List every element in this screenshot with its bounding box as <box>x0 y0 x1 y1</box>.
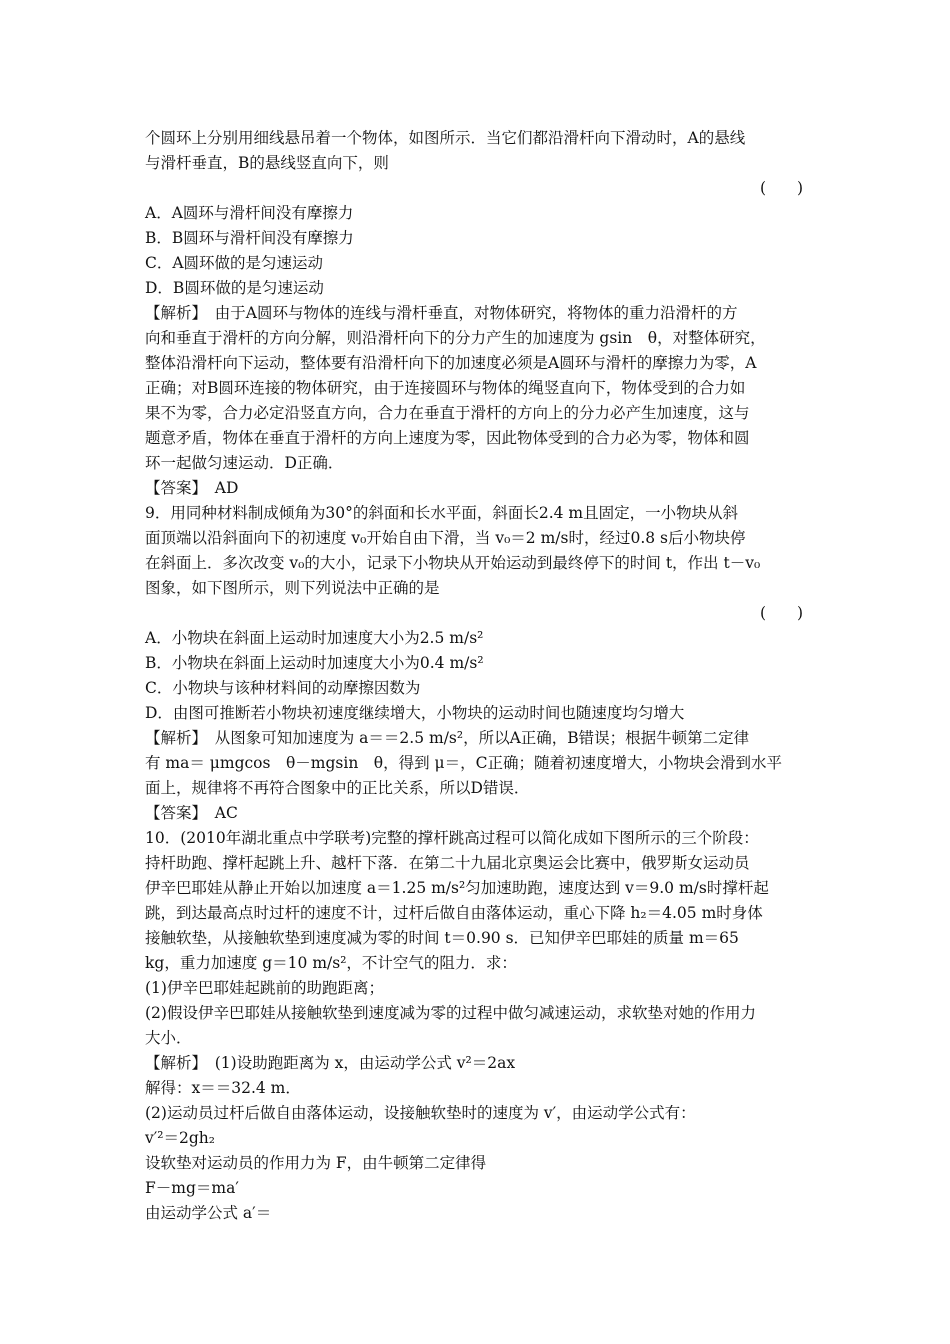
question-10-line: 持杆助跑、撑杆起跳上升、越杆下落．在第二十九届北京奥运会比赛中，俄罗斯女运动员 <box>145 854 750 872</box>
question-9-line: 面顶端以沿斜面向下的初速度 v₀开始自由下滑，当 v₀＝2 m/s时，经过0.8 s后小物块停 <box>145 529 746 547</box>
analysis-line: 题意矛盾，物体在垂直于滑杆的方向上速度为零，因此物体受到的合力必为零，物体和圆 <box>145 429 750 447</box>
analysis-line: 面上，规律将不再符合图象中的正比关系，所以D错误． <box>145 779 530 797</box>
option-d: D．B圆环做的是匀速运动 <box>145 279 324 297</box>
text-line: 与滑杆垂直，B的悬线竖直向下，则 <box>145 154 389 172</box>
answer-paren: ( ) <box>760 179 804 197</box>
formula-line: F－mg＝ma′ <box>145 1179 239 1197</box>
sub-question-1: (1)伊辛巴耶娃起跳前的助跑距离； <box>145 979 384 997</box>
question-10-line: 伊辛巴耶娃从静止开始以加速度 a＝1.25 m/s²匀加速助跑，速度达到 v＝9.0 m/s时撑杆起 <box>145 879 769 897</box>
option-a: A．小物块在斜面上运动时加速度大小为2.5 m/s² <box>145 629 484 647</box>
analysis-line: 整体沿滑杆向下运动，整体要有沿滑杆向下的加速度必须是A圆环与滑杆的摩擦力为零，A <box>145 354 757 372</box>
analysis-line: 【解析】 从图象可知加速度为 a＝＝2.5 m/s²，所以A正确，B错误；根据牛顿第二定律 <box>145 729 750 747</box>
option-b: B．小物块在斜面上运动时加速度大小为0.4 m/s² <box>145 654 484 672</box>
answer-paren: ( ) <box>760 604 804 622</box>
question-10-line: 接触软垫，从接触软垫到速度减为零的时间 t＝0.90 s．已知伊辛巴耶娃的质量 m＝65 <box>145 929 739 947</box>
analysis-line: (2)运动员过杆后做自由落体运动，设接触软垫时的速度为 v′，由运动学公式有： <box>145 1104 696 1122</box>
answer-line: 【答案】 AC <box>145 804 238 822</box>
option-d: D．由图可推断若小物块初速度继续增大，小物块的运动时间也随速度均匀增大 <box>145 704 685 722</box>
analysis-line: 向和垂直于滑杆的方向分解，则沿滑杆向下的分力产生的加速度为 gsin θ，对整体研究， <box>145 329 766 347</box>
question-9-line: 图象，如下图所示，则下列说法中正确的是 <box>145 579 440 597</box>
analysis-line: 【解析】 由于A圆环与物体的连线与滑杆垂直，对物体研究，将物体的重力沿滑杆的方 <box>145 304 738 322</box>
analysis-line: 正确；对B圆环连接的物体研究，由于连接圆环与物体的绳竖直向下，物体受到的合力如 <box>145 379 746 397</box>
formula-line: 由运动学公式 a′＝ <box>145 1204 272 1222</box>
text-line: 个圆环上分别用细线悬吊着一个物体，如图所示．当它们都沿滑杆向下滑动时，A的悬线 <box>145 129 746 147</box>
analysis-line: 设软垫对运动员的作用力为 F，由牛顿第二定律得 <box>145 1154 487 1172</box>
question-10-line: 跳，到达最高点时过杆的速度不计，过杆后做自由落体运动，重心下降 h₂＝4.05 m时身体 <box>145 904 763 922</box>
answer-line: 【答案】 AD <box>145 479 239 497</box>
option-c: C．A圆环做的是匀速运动 <box>145 254 324 272</box>
option-b: B．B圆环与滑杆间没有摩擦力 <box>145 229 354 247</box>
question-10-line: 10．(2010年湖北重点中学联考)完整的撑杆跳高过程可以简化成如下图所示的三个阶段： <box>145 829 759 847</box>
analysis-line: 解得：x＝＝32.4 m． <box>145 1079 301 1097</box>
question-10-line: kg，重力加速度 g＝10 m/s²，不计空气的阻力．求： <box>145 954 517 972</box>
analysis-line: 【解析】 (1)设助跑距离为 x，由运动学公式 v²＝2ax <box>145 1054 516 1072</box>
sub-question-2: 大小． <box>145 1029 192 1047</box>
option-a: A．A圆环与滑杆间没有摩擦力 <box>145 204 354 222</box>
analysis-line: 有 ma＝ μmgcos θ－mgsin θ，得到 μ＝，C正确；随着初速度增大，小物块会滑到水平 <box>145 754 782 772</box>
analysis-line: 环一起做匀速运动．D正确． <box>145 454 344 472</box>
question-9-line: 9．用同种材料制成倾角为30°的斜面和长水平面，斜面长2.4 m且固定，一小物块从斜 <box>145 504 739 522</box>
sub-question-2: (2)假设伊辛巴耶娃从接触软垫到速度减为零的过程中做匀减速运动，求软垫对她的作用力 <box>145 1004 756 1022</box>
question-9-line: 在斜面上．多次改变 v₀的大小，记录下小物块从开始运动到最终停下的时间 t，作出 t－v₀ <box>145 554 761 572</box>
option-c: C．小物块与该种材料间的动摩擦因数为 <box>145 679 421 697</box>
analysis-line: 果不为零，合力必定沿竖直方向，合力在垂直于滑杆的方向上的分力必产生加速度，这与 <box>145 404 750 422</box>
formula-line: v′²＝2gh₂ <box>145 1129 215 1147</box>
